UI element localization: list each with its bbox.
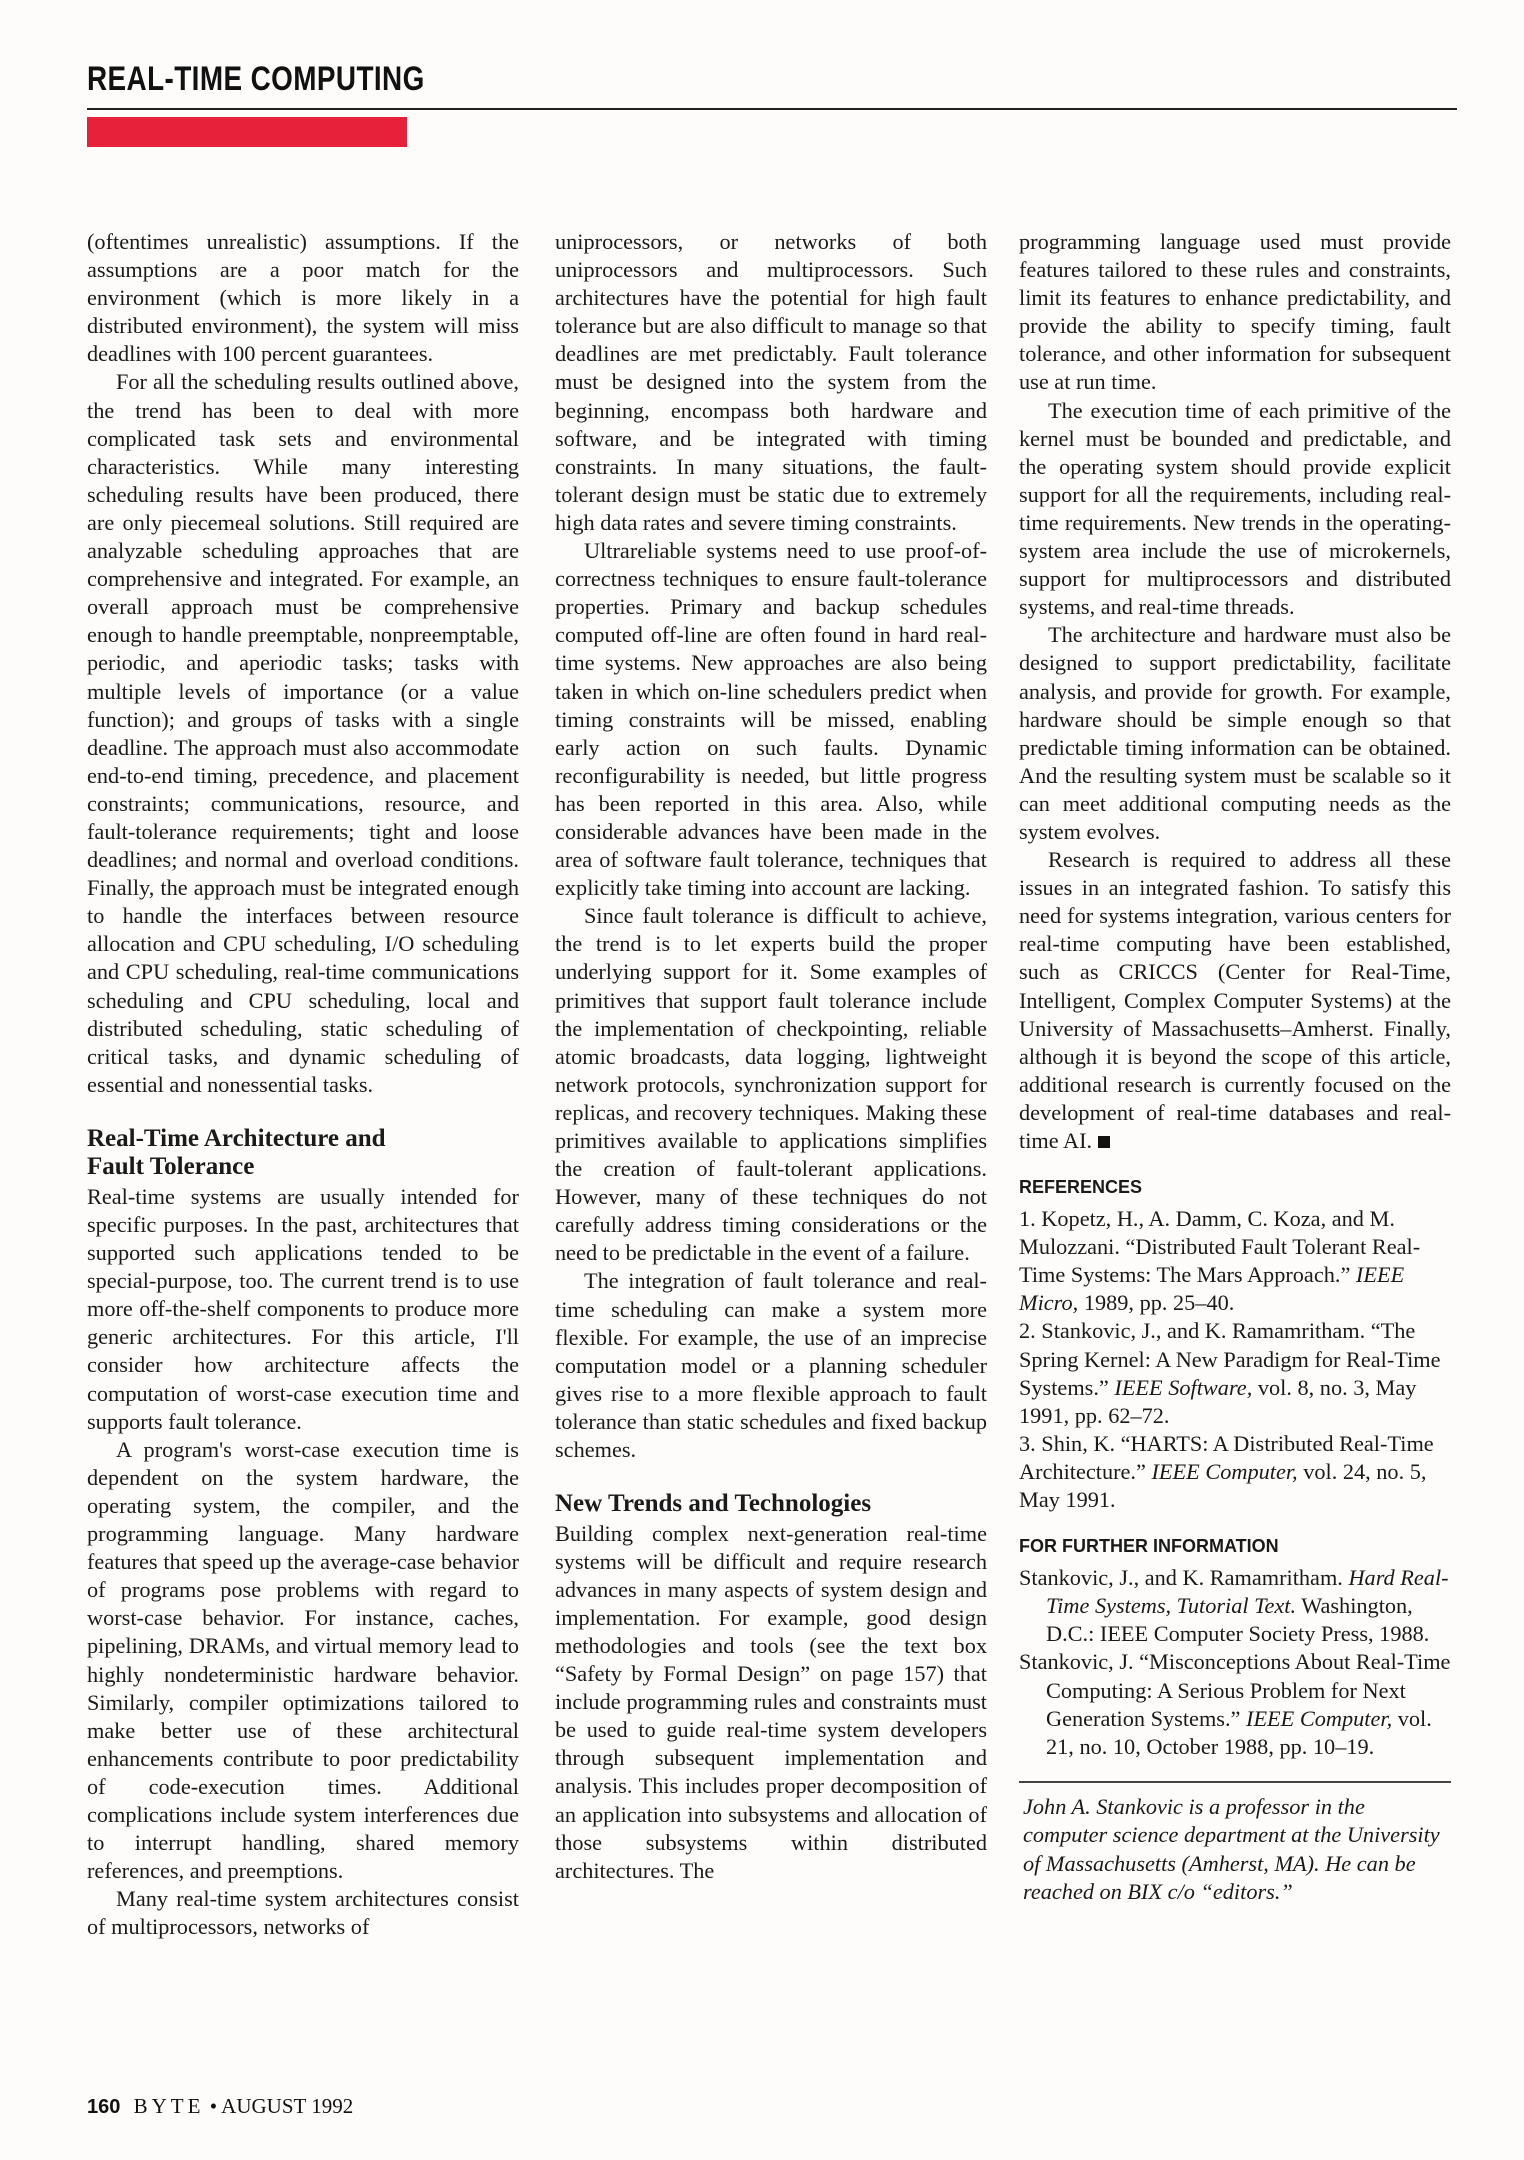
references-list [1019,1205,1451,1514]
section-title: REAL-TIME COMPUTING [87,60,425,98]
column-1 [87,228,519,1941]
paragraph: uniprocessors, or networks of both uniprocessors and multiprocessors. Such architectures have the potential for high fault tolerance but are also difficult to manage so that deadlines are met predictably. Fault tolerance must be designed into the system from the beginning, encompass both hardware and software, and be integrated with timing constraints. In many situations, the fault-tolerant design must be static due to extremely high data rates and severe timing constraints. [555,229,987,535]
reference-item: 1. Kopetz, H., A. Damm, C. Koza, and M. Mulozzani. “Distributed Fault Tolerant Real-Time Systems: The Mars Approach.” IEEE Micro, 1989, pp. 25–40. [1019,1206,1421,1316]
further-info-heading: FOR FURTHER INFORMATION [1019,1536,1279,1557]
column-3 [1019,228,1451,1907]
references-heading: REFERENCES [1019,1177,1143,1198]
paragraph: The integration of fault tolerance and real-time scheduling can make a system more flexible. For example, the use of an imprecise computation model or a planning scheduler gives rise to a more flexible approach to fault tolerance than static schedules and fixed backup schemes. [555,1268,987,1463]
heading-architecture: Real-Time Architecture and Fault Tolerance [87,1124,386,1181]
paragraph: Building complex next-generation real-time systems will be difficult and require research advances in many aspects of system design and implementation. For example, good design methodologies and tools (see the text box “Safety by Formal Design” on page 157) that include programming rules and constraints must be used to guide real-time system developers through subsequent implementation and analysis. This includes proper decomposition of an application into subsystems and allocation of those subsystems within distributed architectures. The [555,1520,987,1883]
page-footer [87,2094,353,2119]
section-accent-bar [87,117,407,147]
reference-item: 3. Shin, K. “HARTS: A Distributed Real-Time Architecture.” IEEE Computer, vol. 24, no. 5, May 1991. [1019,1430,1434,1513]
paragraph: Many real-time system architectures consist of multiprocessors, networks of [87,1886,519,1940]
further-info-item: Stankovic, J. “Misconceptions About Real-Time Computing: A Serious Problem for Next Generation Systems.” IEEE Computer, vol. 21, no. 10, October 1988, pp. 10–19. [1019,1649,1451,1759]
further-info-list [1019,1564,1451,1761]
end-mark-icon [1098,1136,1110,1148]
page-number: 160 [87,2096,121,2118]
paragraph: Real-time systems are usually intended for specific purposes. In the past, architectures that supported such applications tended to be special-purpose, too. The current trend is to use more off-the-shelf components to produce more generic architectures. For this article, I'll consider how architecture affects the computation of worst-case execution time and supports fault tolerance. [87,1183,519,1434]
heading-new-trends: New Trends and Technologies [555,1490,872,1518]
paragraph: Ultrareliable systems need to use proof-of-correctness techniques to ensure fault-tolerance properties. Primary and backup schedules computed off-line are often found in hard real-time systems. New approaches are also being taken in which on-line schedulers predict when timing constraints will be missed, enabling early action on such faults. Dynamic reconfigurability is needed, but little progress has been reported in this area. Also, while considerable advances have been made in the area of software fault tolerance, techniques that explicitly take timing into account are lacking. [555,538,987,901]
author-bio: John A. Stankovic is a professor in the computer science department at the University of Massachusetts (Amherst, MA). He can be reached on BIX c/o “editors.” [1023,1793,1440,1905]
paragraph: Since fault tolerance is difficult to achieve, the trend is to let experts build the proper underlying support for it. Some examples of primitives that support fault tolerance include the implementation of checkpointing, reliable atomic broadcasts, data logging, lightweight network protocols, synchronization support for replicas, and recovery techniques. Making these primitives available to applications simplifies the creation of fault-tolerant applications. However, many of these techniques do not carefully address timing considerations or the need to be predictable in the event of a failure. [555,903,987,1266]
paragraph: For all the scheduling results outlined above, the trend has been to deal with more complicated task sets and environmental characteristics. While many interesting scheduling results have been produced, there are only piecemeal solutions. Still required are analyzable scheduling approaches that are comprehensive and integrated. For example, an overall approach must be comprehensive enough to handle preemptable, nonpreemptable, periodic, and aperiodic tasks; tasks with multiple levels of importance (or a value function); and groups of tasks with a single deadline. The approach must also accommodate end-to-end timing, precedence, and placement constraints; communications, resource, and fault-tolerance requirements; tight and loose deadlines; and normal and overload conditions. Finally, the approach must be integrated enough to handle the interfaces between resource allocation and CPU scheduling, I/O scheduling and CPU scheduling, real-time communications scheduling and CPU scheduling, local and distributed scheduling, static scheduling of critical tasks, and dynamic scheduling of essential and nonessential tasks. [87,369,519,1097]
column-2 [555,228,987,1885]
paragraph: A program's worst-case execution time is dependent on the system hardware, the operating system, the compiler, and the programming language. Many hardware features that speed up the average-case behavior of programs pose problems with regard to worst-case behavior. For instance, caches, pipelining, DRAMs, and virtual memory lead to highly nondeterministic hardware behavior. Similarly, compiler optimizations tailored to make better use of these architectural enhancements contribute to poor predictability of code-execution times. Additional complications include system interferences due to interrupt handling, shared memory references, and preemptions. [87,1436,519,1884]
paragraph: Research is required to address all these issues in an integrated fashion. To satisfy this need for systems integration, various centers for real-time computing have been established, such as CRICCS (Center for Real-Time, Intelligent, Complex Computer Systems) at the University of Massachusetts–Amherst. Finally, although it is beyond the scope of this article, additional research is currently focused on the development of real-time databases and real-time AI. [1019,847,1451,1153]
paragraph: The execution time of each primitive of the kernel must be bounded and predictable, and the operating system should provide explicit support for all the requirements, including real-time requirements. New trends in the operating-system area include the use of microkernels, support for multiprocessors and distributed systems, and real-time threads. [1019,397,1451,620]
bio-divider [1019,1781,1451,1783]
magazine-name: BYTE [133,2094,205,2118]
issue-date: AUGUST 1992 [221,2094,354,2118]
footer-separator: • [209,2094,218,2118]
further-info-item: Stankovic, J., and K. Ramamritham. Hard Real-Time Systems, Tutorial Text. Washington, D.C.: IEEE Computer Society Press, 1988. [1019,1565,1449,1647]
paragraph: (oftentimes unrealistic) assumptions. If the assumptions are a poor match for the environment (which is more likely in a distributed environment), the system will miss deadlines with 100 percent guarantees. [87,229,519,367]
reference-item: 2. Stankovic, J., and K. Ramamritham. “The Spring Kernel: A New Paradigm for Real-Time Systems.” IEEE Software, vol. 8, no. 3, May 1991, pp. 62–72. [1019,1318,1441,1428]
header-rule [87,108,1457,110]
paragraph: programming language used must provide features tailored to these rules and constraints, limit its features to enhance predictability, and provide the ability to specify timing, fault tolerance, and other information for subsequent use at run time. [1019,229,1451,395]
paragraph: The architecture and hardware must also be designed to support predictability, facilitate analysis, and provide for growth. For example, hardware should be simple enough so that predictable timing information can be obtained. And the resulting system must be scalable so it can meet additional computing needs as the system evolves. [1019,622,1451,844]
